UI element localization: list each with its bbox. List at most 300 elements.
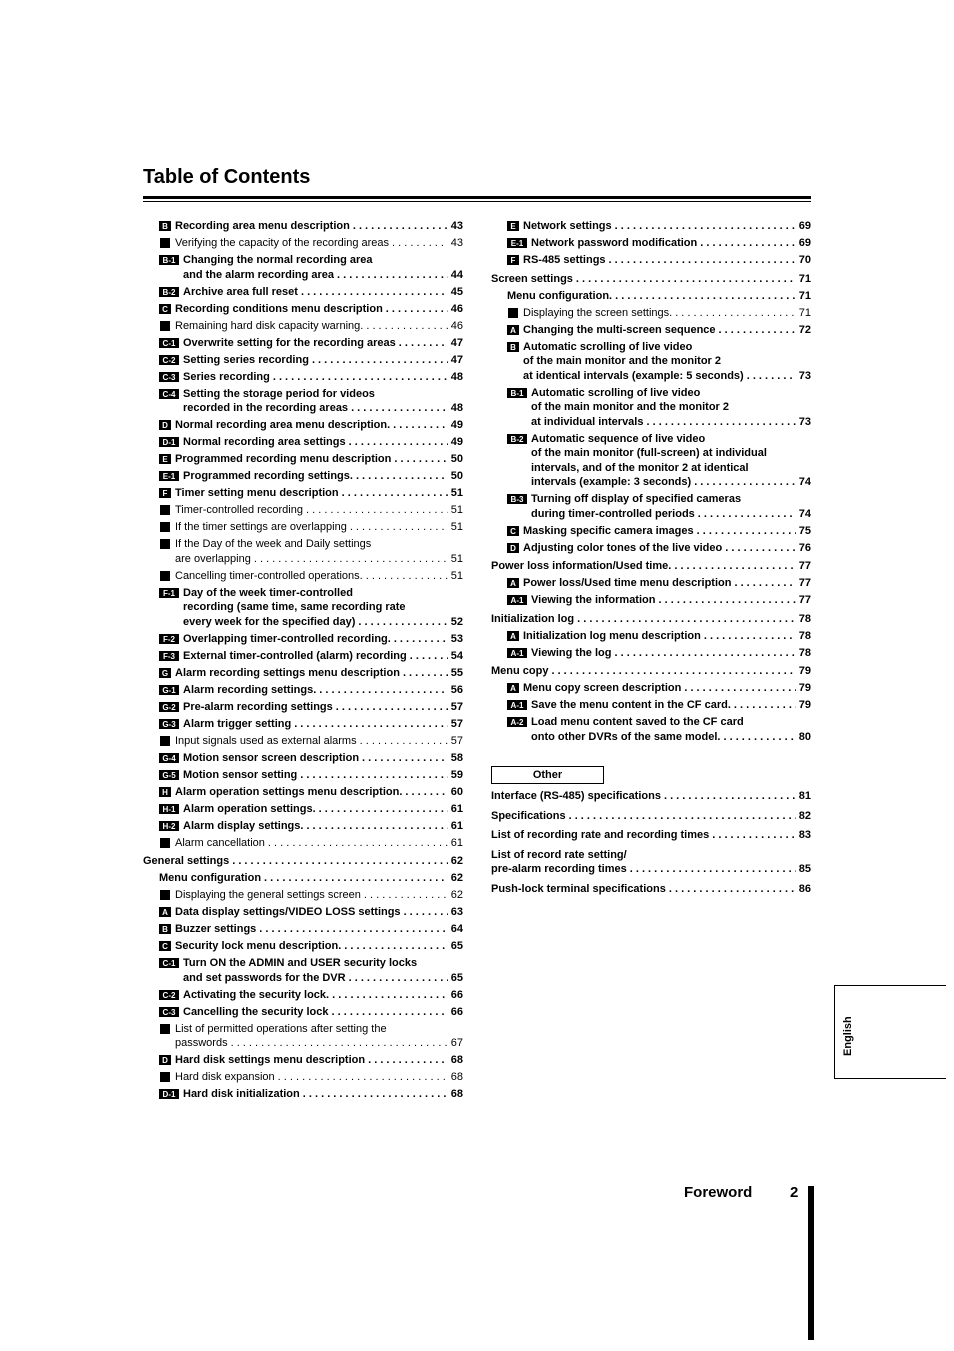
toc-entry[interactable] <box>143 1087 463 1102</box>
toc-page-number: 43 <box>450 220 463 232</box>
dot-leader <box>712 828 796 843</box>
dot-leader <box>410 649 448 664</box>
toc-entry[interactable] <box>143 319 463 334</box>
toc-page-number: 47 <box>450 336 463 349</box>
toc-page-number: 51 <box>450 552 463 565</box>
toc-entry-text: Motion sensor setting <box>183 768 298 781</box>
toc-entry-text: are overlapping <box>175 552 251 565</box>
dot-leader <box>615 219 796 234</box>
toc-entry[interactable] <box>491 681 811 696</box>
dot-leader <box>336 700 448 715</box>
dot-leader <box>609 253 796 268</box>
toc-entry[interactable] <box>143 435 463 450</box>
toc-entry-text: of the main monitor and the monitor 2 <box>531 401 729 413</box>
section-marker-badge: F <box>159 488 171 498</box>
section-marker-badge: D <box>159 1055 171 1065</box>
toc-entry-text: Alarm display settings. <box>183 819 304 832</box>
section-marker-badge: F-2 <box>159 634 179 644</box>
toc-entry-text: Buzzer settings <box>175 923 257 935</box>
section-marker-badge: A <box>507 578 519 588</box>
toc-entry-text: Load menu content saved to the CF card <box>531 716 744 728</box>
toc-entry-text: at individual intervals <box>531 415 644 428</box>
toc-entry-text: Menu configuration <box>159 872 262 884</box>
toc-entry-text: recorded in the recording areas <box>183 402 349 414</box>
toc-left-column <box>143 219 463 1102</box>
dot-leader <box>646 415 795 430</box>
dot-leader <box>394 632 448 647</box>
toc-page-number: 55 <box>450 666 463 679</box>
toc-entry-text: pre-alarm recording times <box>491 863 627 875</box>
bullet-square-icon <box>160 736 170 746</box>
toc-page-number: 77 <box>798 560 811 572</box>
toc-entry[interactable] <box>491 541 811 556</box>
toc-entry[interactable] <box>143 285 463 300</box>
dot-leader <box>344 939 447 954</box>
toc-entry[interactable] <box>143 336 463 351</box>
toc-entry[interactable] <box>491 323 811 338</box>
toc-entry[interactable] <box>143 452 463 467</box>
toc-entry[interactable] <box>491 646 811 661</box>
toc-entry-text: Data display settings/VIDEO LOSS settings <box>175 906 401 918</box>
toc-entry[interactable] <box>143 905 463 920</box>
toc-page-number: 62 <box>450 855 463 867</box>
toc-entry-text: External timer-controlled (alarm) recording <box>183 649 407 662</box>
toc-entry-text: Alarm trigger setting <box>183 717 292 730</box>
toc-entry[interactable] <box>143 700 463 715</box>
dot-leader <box>734 698 796 713</box>
toc-entry-text: Motion sensor screen description <box>183 751 360 764</box>
toc-entry-text: Automatic scrolling of live video <box>523 340 693 353</box>
toc-entry[interactable] <box>491 386 811 430</box>
toc-entry-text: Automatic sequence of live video <box>531 432 706 445</box>
toc-entry[interactable] <box>143 988 463 1003</box>
toc-entry[interactable] <box>143 418 463 433</box>
toc-entry[interactable] <box>143 785 463 800</box>
toc-entry-text: List of permitted operations after setting the <box>175 1022 387 1035</box>
toc-entry-text: Turn ON the ADMIN and USER security locks <box>183 957 418 969</box>
toc-entry[interactable] <box>143 520 463 535</box>
dot-leader <box>358 615 447 630</box>
toc-entry-text: Displaying the screen settings. <box>523 306 673 319</box>
toc-entry-text: Alarm recording settings. <box>183 683 317 696</box>
toc-entry-text: of the main monitor and the monitor 2 <box>523 355 721 367</box>
toc-entry[interactable] <box>143 888 463 903</box>
toc-page-number: 68 <box>450 1088 463 1100</box>
bullet-square-icon <box>160 571 170 581</box>
bullet-square-icon <box>160 321 170 331</box>
toc-page-number: 44 <box>450 268 463 281</box>
dot-leader <box>399 336 448 351</box>
toc-entry-text: Alarm operation settings menu description. <box>175 785 403 798</box>
toc-entry-text: Masking specific camera images <box>523 524 694 537</box>
section-marker-badge: B <box>159 924 171 934</box>
toc-page-number: 78 <box>798 612 811 625</box>
toc-page-number: 79 <box>798 682 811 694</box>
dot-leader <box>734 576 795 591</box>
section-marker-badge: E-1 <box>159 471 179 481</box>
toc-entry-text: at identical intervals (example: 5 seconds) <box>523 369 744 382</box>
dot-leader <box>312 353 448 368</box>
dot-leader <box>386 302 448 317</box>
toc-entry[interactable] <box>143 586 463 630</box>
toc-entry-text: Input signals used as external alarms <box>175 734 357 747</box>
dot-leader <box>349 435 448 450</box>
section-marker-badge: A-1 <box>507 595 527 605</box>
toc-entry[interactable] <box>491 289 811 304</box>
toc-entry[interactable] <box>491 789 811 804</box>
section-marker-badge: G-4 <box>159 753 179 763</box>
section-marker-badge: A-1 <box>507 648 527 658</box>
section-marker-badge: C-2 <box>159 355 179 365</box>
dot-leader <box>353 219 448 234</box>
toc-entry-text: Initialization log menu description <box>523 629 701 642</box>
toc-page-number: 74 <box>798 507 811 520</box>
toc-entry[interactable] <box>143 836 463 851</box>
section-marker-badge: C-4 <box>159 389 179 399</box>
footer-page-number: 2 <box>790 1184 799 1201</box>
dot-leader <box>362 751 448 766</box>
dot-leader <box>577 612 796 627</box>
title-rule-thick <box>143 196 811 199</box>
dot-leader <box>719 323 796 338</box>
section-marker-badge: G-3 <box>159 719 179 729</box>
dot-leader <box>332 1005 448 1020</box>
toc-entry[interactable] <box>143 871 463 886</box>
dot-leader <box>704 629 796 644</box>
toc-entry-text: Network settings <box>523 220 612 232</box>
toc-entry-text: and the alarm recording area <box>183 268 334 281</box>
toc-page-number: 71 <box>798 272 811 285</box>
dot-leader <box>615 289 796 304</box>
dot-leader <box>684 681 795 696</box>
toc-entry[interactable] <box>143 387 463 416</box>
footer-edge-bar <box>808 1186 814 1340</box>
toc-entry[interactable] <box>491 828 811 843</box>
section-marker-badge: F-1 <box>159 588 179 598</box>
toc-entry[interactable] <box>491 340 811 384</box>
section-marker-badge: C-3 <box>159 1007 179 1017</box>
dot-leader <box>259 922 447 937</box>
toc-entry-text: Recording conditions menu description <box>175 302 383 315</box>
toc-page-number: 62 <box>450 889 463 901</box>
toc-entry[interactable] <box>143 353 463 368</box>
dot-leader <box>319 802 448 817</box>
toc-entry[interactable] <box>491 432 811 490</box>
toc-entry[interactable] <box>143 569 463 584</box>
other-section-header: Other <box>491 766 604 784</box>
section-marker-badge: B-2 <box>159 287 179 297</box>
bullet-square-icon <box>160 505 170 515</box>
toc-entry[interactable] <box>143 537 463 566</box>
dot-leader <box>569 809 796 824</box>
toc-entry[interactable] <box>143 717 463 732</box>
toc-entry-text: Day of the week timer-controlled <box>183 586 353 599</box>
toc-page-number: 76 <box>798 541 811 554</box>
toc-page-number: 54 <box>450 649 463 662</box>
dot-leader <box>356 469 448 484</box>
dot-leader <box>342 486 448 501</box>
toc-page-number: 86 <box>798 882 811 895</box>
dot-leader <box>614 646 795 661</box>
section-marker-badge: B <box>507 342 519 352</box>
title-rule-thin <box>143 201 811 202</box>
bullet-square-icon <box>160 539 170 549</box>
toc-entry-text: Programmed recording menu description <box>175 453 392 465</box>
section-marker-badge: H-1 <box>159 804 179 814</box>
section-marker-badge: A-1 <box>507 700 527 710</box>
dot-leader <box>697 524 796 539</box>
toc-entry[interactable] <box>491 809 811 824</box>
toc-entry-text: Power loss/Used time menu description <box>523 577 732 589</box>
toc-entry-text: Menu copy screen description <box>523 682 682 694</box>
toc-entry[interactable] <box>491 524 811 539</box>
toc-page-number: 78 <box>798 646 811 659</box>
toc-entry-text: List of recording rate and recording times <box>491 829 710 841</box>
toc-entry[interactable] <box>143 939 463 954</box>
toc-entry-text: Menu copy <box>491 665 549 677</box>
toc-entry-text: Setting the storage period for videos <box>183 387 375 400</box>
toc-entry-text: Power loss information/Used time. <box>491 560 672 572</box>
section-marker-badge: A <box>507 631 519 641</box>
toc-entry[interactable] <box>143 956 463 985</box>
toc-page-number: 61 <box>450 836 463 849</box>
toc-entry[interactable] <box>491 236 811 251</box>
section-marker-badge: A-2 <box>507 717 527 727</box>
toc-entry[interactable] <box>143 302 463 317</box>
dot-leader <box>273 370 448 385</box>
toc-entry[interactable] <box>143 503 463 518</box>
dot-leader <box>306 503 448 518</box>
section-marker-badge: G <box>159 668 171 678</box>
bullet-square-icon <box>160 890 170 900</box>
toc-entry-text: List of record rate setting/ <box>491 848 627 861</box>
toc-entry[interactable] <box>491 664 811 679</box>
dot-leader <box>404 905 448 920</box>
toc-entry[interactable] <box>143 1070 463 1085</box>
dot-leader <box>700 236 796 251</box>
bullet-square-icon <box>160 238 170 248</box>
dot-leader <box>366 319 447 334</box>
toc-entry-text: Overlapping timer-controlled recording. <box>183 632 391 645</box>
section-marker-badge: G-5 <box>159 770 179 780</box>
dot-leader <box>669 882 796 897</box>
toc-entry-text: Cancelling the security lock <box>183 1005 329 1018</box>
toc-entry[interactable] <box>491 629 811 644</box>
section-marker-badge: A <box>507 683 519 693</box>
toc-entry[interactable] <box>491 882 811 897</box>
dot-leader <box>294 717 448 732</box>
section-marker-badge: G-1 <box>159 685 179 695</box>
toc-page-number: 63 <box>450 906 463 918</box>
toc-entry[interactable] <box>491 612 811 627</box>
toc-entry-text: Alarm recording settings menu description <box>175 666 400 679</box>
toc-entry-text: Security lock menu description. <box>175 940 342 952</box>
toc-page-number: 61 <box>450 802 463 815</box>
toc-entry-text: Displaying the general settings screen <box>175 889 361 901</box>
toc-entry[interactable] <box>491 306 811 321</box>
toc-page-number: 66 <box>450 988 463 1001</box>
toc-entry-text: intervals, and of the monitor 2 at identical <box>531 461 749 474</box>
dot-leader <box>630 862 796 877</box>
toc-page-number: 48 <box>450 370 463 383</box>
toc-entry[interactable] <box>491 559 811 574</box>
section-marker-badge: E-1 <box>507 238 527 248</box>
toc-page-number: 46 <box>450 302 463 315</box>
toc-entry-text: Changing the normal recording area <box>183 254 373 266</box>
toc-page-number: 67 <box>450 1037 463 1049</box>
toc-entry-text: Network password modification <box>531 237 698 249</box>
toc-page-number: 47 <box>450 353 463 366</box>
toc-page-number: 69 <box>798 237 811 249</box>
toc-entry-text: Hard disk initialization <box>183 1088 300 1100</box>
toc-page-number: 79 <box>798 699 811 711</box>
toc-entry[interactable] <box>491 492 811 521</box>
section-marker-badge: A <box>159 907 171 917</box>
toc-page-number: 83 <box>798 829 811 841</box>
toc-entry[interactable] <box>143 219 463 234</box>
dot-leader <box>300 768 447 783</box>
dot-leader <box>723 730 795 745</box>
toc-entry-text: Timer setting menu description <box>175 487 339 499</box>
toc-entry-text: Hard disk settings menu description <box>175 1054 366 1066</box>
toc-page-number: 73 <box>798 369 811 382</box>
section-marker-badge: B <box>159 221 171 231</box>
toc-entry[interactable] <box>143 819 463 834</box>
toc-entry-text: Programmed recording settings. <box>183 470 353 482</box>
dot-leader <box>360 734 448 749</box>
toc-entry-text: Verifying the capacity of the recording areas <box>175 237 390 249</box>
dot-leader <box>664 789 796 804</box>
section-marker-badge: D <box>507 543 519 553</box>
language-side-tab <box>834 985 946 1079</box>
toc-entry-text: Push-lock terminal specifications <box>491 882 666 895</box>
toc-entry-text: Adjusting color tones of the live video <box>523 541 723 554</box>
dot-leader <box>392 236 448 251</box>
toc-entry[interactable] <box>143 768 463 783</box>
bullet-square-icon <box>160 838 170 848</box>
toc-entry[interactable] <box>491 593 811 608</box>
section-marker-badge: B-1 <box>159 255 179 265</box>
toc-page-number: 80 <box>798 730 811 743</box>
dot-leader <box>254 552 448 567</box>
dot-leader <box>725 541 796 556</box>
section-marker-badge: E <box>507 221 519 231</box>
toc-entry[interactable] <box>143 1005 463 1020</box>
toc-entry[interactable] <box>491 576 811 591</box>
dot-leader <box>303 1087 448 1102</box>
toc-entry[interactable] <box>143 666 463 681</box>
toc-entry[interactable] <box>143 236 463 251</box>
toc-entry-text: Initialization log <box>491 612 575 625</box>
toc-page-number: 43 <box>450 237 463 249</box>
toc-page-number: 61 <box>450 819 463 832</box>
toc-entry-text: Overwrite setting for the recording areas <box>183 336 396 349</box>
toc-entry-text: Activating the security lock. <box>183 988 330 1001</box>
toc-entry-text: Save the menu content in the CF card. <box>531 699 731 711</box>
toc-page-number: 82 <box>798 809 811 822</box>
toc-entry[interactable] <box>491 253 811 268</box>
toc-entry[interactable] <box>143 734 463 749</box>
toc-page-number: 68 <box>450 1054 463 1066</box>
section-marker-badge: C <box>159 304 171 314</box>
toc-entry[interactable] <box>491 715 811 744</box>
dot-leader <box>674 559 795 574</box>
toc-entry[interactable] <box>143 649 463 664</box>
toc-page-number: 56 <box>450 683 463 696</box>
dot-leader <box>393 418 448 433</box>
toc-page-number: 64 <box>450 923 463 935</box>
toc-page-number: 57 <box>450 717 463 730</box>
toc-page-number: 53 <box>450 632 463 645</box>
toc-entry-text: Changing the multi-screen sequence <box>523 323 716 336</box>
toc-entry-text: If the timer settings are overlapping <box>175 521 347 533</box>
section-marker-badge: B-3 <box>507 494 527 504</box>
dot-leader <box>332 988 448 1003</box>
toc-entry[interactable] <box>143 751 463 766</box>
section-marker-badge: D <box>159 420 171 430</box>
toc-entry-text: Viewing the information <box>531 594 656 606</box>
toc-entry[interactable] <box>491 272 811 287</box>
dot-leader <box>551 664 795 679</box>
dot-leader <box>364 888 448 903</box>
toc-entry[interactable] <box>143 1022 463 1051</box>
toc-entry[interactable] <box>491 848 811 877</box>
toc-entry-text: Setting series recording <box>183 353 309 366</box>
dot-leader <box>403 666 448 681</box>
toc-page-number: 74 <box>798 476 811 488</box>
toc-entry[interactable] <box>491 219 811 234</box>
toc-entry-text: RS-485 settings <box>523 254 606 266</box>
toc-entry[interactable] <box>143 469 463 484</box>
toc-entry[interactable] <box>143 253 463 282</box>
toc-page-number: 45 <box>450 285 463 298</box>
toc-entry[interactable] <box>143 486 463 501</box>
toc-page-number: 77 <box>798 594 811 606</box>
toc-entry-text: passwords <box>175 1037 228 1049</box>
toc-page-number: 51 <box>450 504 463 516</box>
toc-entry[interactable] <box>143 370 463 385</box>
toc-entry-text: If the Day of the week and Daily settings <box>175 538 372 550</box>
dot-leader <box>301 285 448 300</box>
section-marker-badge: C-3 <box>159 372 179 382</box>
toc-entry-text: Alarm cancellation <box>175 836 265 849</box>
toc-entry[interactable] <box>143 632 463 647</box>
toc-page-number: 46 <box>450 319 463 332</box>
toc-entry[interactable] <box>143 854 463 869</box>
toc-entry[interactable] <box>143 802 463 817</box>
title-rule <box>143 196 811 205</box>
section-marker-badge: C-2 <box>159 990 179 1000</box>
toc-entry-text: General settings <box>143 855 230 867</box>
dot-leader <box>306 819 447 834</box>
toc-entry[interactable] <box>491 698 811 713</box>
toc-entry[interactable] <box>143 1053 463 1068</box>
toc-page-number: 65 <box>450 940 463 952</box>
section-marker-badge: G-2 <box>159 702 179 712</box>
toc-entry-text: Timer-controlled recording <box>175 504 303 516</box>
dot-leader <box>658 593 795 608</box>
toc-entry[interactable] <box>143 683 463 698</box>
language-tab-label: English <box>842 1016 854 1056</box>
toc-entry-text: Turning off display of specified cameras <box>531 493 742 505</box>
bullet-square-icon <box>160 522 170 532</box>
toc-page-number: 71 <box>798 306 811 319</box>
page-title: Table of Contents <box>143 166 311 188</box>
toc-page-number: 57 <box>450 700 463 713</box>
section-marker-badge: E <box>159 454 171 464</box>
toc-page-number: 81 <box>798 790 811 802</box>
toc-entry[interactable] <box>143 922 463 937</box>
